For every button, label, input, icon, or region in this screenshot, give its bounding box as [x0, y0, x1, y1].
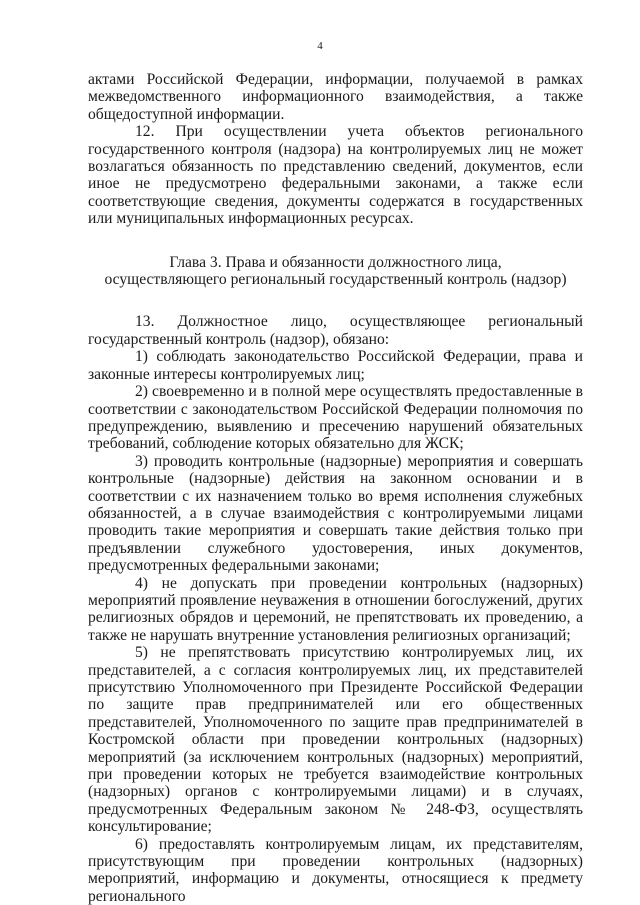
- chapter-heading-line-2: осуществляющего региональный государственный контроль (надзор): [104, 271, 567, 289]
- paragraph-continuation: актами Российской Федерации, информации, получаемой в рамках межведомственного информационного взаимодействия, а также общедоступной информации.: [88, 71, 583, 123]
- chapter-heading-line-1: Глава 3. Права и обязанности должностного лица,: [169, 253, 502, 271]
- chapter-3-heading: [88, 254, 583, 289]
- page-number: 4: [317, 40, 323, 52]
- list-item-6: 6) предоставлять контролируемым лицам, их представителям, присутствующим при проведении контрольных (надзорных) мероприятий, информацию и документы, относящиеся к предмету регионального: [88, 835, 583, 905]
- list-item-4: 4) не допускать при проведении контрольных (надзорных) мероприятий проявление неуважения в отношении богослужений, других религиозных обрядов и церемоний, не препятствовать их проведению, а также не нарушать внутренние установления религиозных организаций;: [88, 574, 583, 644]
- list-item-5: 5) не препятствовать присутствию контролируемых лиц, их представителей, а с согласия контролируемых лиц, их представителей присутствию Уполномоченного при Президенте Российской Федерации по защите прав предпринимателей или его общественных представителей, Уполномоченного по защите прав предпринимателей в Костромской области при проведении контрольных (надзорных) мероприятий (за исключением контрольных (надзорных) мероприятий, при проведении которых не требуется взаимодействие контрольных (надзорных) органов с контролируемыми лицами) и в случаях, предусмотренных Федеральным законом № 248-ФЗ, осуществлять консультирование;: [88, 644, 583, 836]
- list-item-2: 2) своевременно и в полной мере осуществлять предоставленные в соответствии с законодательством Российской Федерации полномочия по предупреждению, выявлению и пресечению нарушений обязательных требований, соблюдение которых обязательно для ЖСК;: [88, 383, 583, 453]
- document-body: [88, 71, 583, 905]
- list-item-1: 1) соблюдать законодательство Российской Федерации, права и законные интересы контролируемых лиц;: [88, 348, 583, 383]
- paragraph-13: 13. Должностное лицо, осуществляющее региональный государственный контроль (надзор), обязано:: [88, 313, 583, 348]
- list-item-3: 3) проводить контрольные (надзорные) мероприятия и совершать контрольные (надзорные) действия на законном основании и в соответствии с их назначением только во время исполнения служебных обязанностей, а в случае взаимодействия с контролируемыми лицами проводить такие мероприятия и совершать такие действия только при предъявлении служебного удостоверения, иных документов, предусмотренных федеральными законами;: [88, 452, 583, 575]
- paragraph-12: 12. При осуществлении учета объектов регионального государственного контроля (надзора) на контролируемых лиц не может возлагаться обязанность по представлению сведений, документов, если иное не предусмотрено федеральными законами, а также если соответствующие сведения, документы содержатся в государственных или муниципальных информационных ресурсах.: [88, 123, 583, 228]
